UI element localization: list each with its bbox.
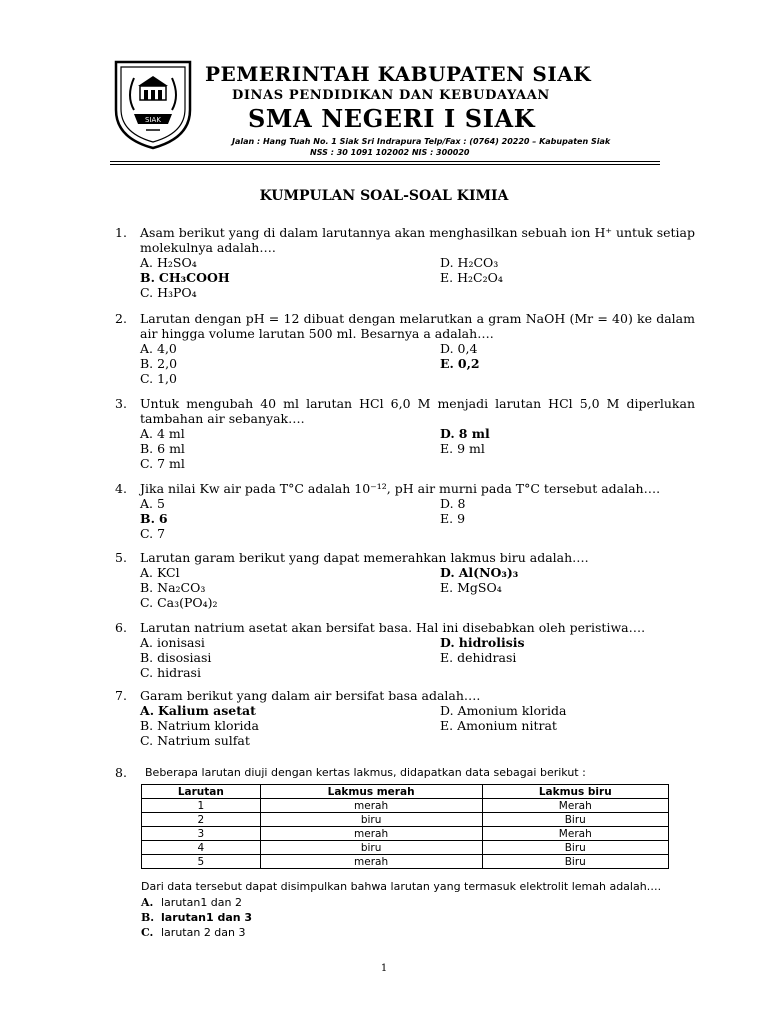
svg-text:SIAK: SIAK: [145, 116, 161, 124]
header-school-name: SMA NEGERI I SIAK: [248, 104, 536, 133]
option-text: KCl: [157, 565, 180, 580]
answer-option: [140, 270, 230, 285]
answer-option: [140, 565, 180, 580]
option-row: [140, 426, 695, 441]
document-title: KUMPULAN SOAL-SOAL KIMIA: [259, 188, 509, 204]
question-number: 4.: [115, 481, 127, 496]
option-text: 1,0: [157, 371, 177, 386]
header-divider: [110, 161, 660, 162]
option-text: CH₃COOH: [158, 270, 230, 285]
question-number: 6.: [115, 620, 127, 635]
answer-option: [140, 456, 185, 471]
option-row: [140, 511, 695, 526]
question-number: 1.: [115, 225, 127, 240]
option-text: 4 ml: [157, 426, 185, 441]
option-letter: A.: [140, 496, 154, 511]
question-text: Garam berikut yang dalam air bersifat basa adalah….: [140, 688, 481, 703]
option-text: 8 ml: [458, 426, 490, 441]
option-row: [140, 665, 695, 680]
option-letter: C.: [140, 285, 154, 300]
option-text: 6: [158, 511, 168, 526]
option-letter: B.: [140, 718, 154, 733]
table-cell: Merah: [482, 799, 668, 813]
table-cell: biru: [260, 813, 482, 827]
answer-option: [440, 255, 498, 270]
option-text: H₂CO₃: [457, 255, 499, 270]
header-government: PEMERINTAH KABUPATEN SIAK: [205, 62, 592, 86]
column-header: Larutan: [142, 785, 261, 799]
answer-option: [440, 270, 503, 285]
question-7: [115, 688, 695, 748]
option-text: 9: [457, 511, 466, 526]
column-header: Lakmus biru: [482, 785, 668, 799]
option-letter: C.: [140, 733, 154, 748]
table-cell: merah: [260, 799, 482, 813]
table-header-row: [142, 785, 669, 799]
option-text: MgSO₄: [457, 580, 502, 595]
option-text: 5: [157, 496, 165, 511]
option-row: [140, 285, 695, 300]
answer-option: [140, 356, 177, 371]
option-letter: A.: [141, 896, 154, 909]
table-row: [142, 841, 669, 855]
answer-option: [140, 511, 168, 526]
option-letter: C.: [140, 595, 154, 610]
option-text: 4,0: [157, 341, 177, 356]
option-text: dehidrasi: [457, 650, 517, 665]
header-divider-thin: [110, 164, 660, 165]
option-letter: E.: [440, 511, 454, 526]
option-row: [140, 595, 695, 610]
question-text: Jika nilai Kw air pada T°C adalah 10⁻¹², pH air murni pada T°C tersebut adalah….: [140, 481, 661, 496]
option-letter: B.: [140, 511, 155, 526]
option-letter: C.: [140, 456, 154, 471]
option-letter: B.: [140, 356, 154, 371]
question-number: 7.: [115, 688, 127, 703]
table-row: [142, 813, 669, 827]
question-6: [115, 620, 695, 680]
question-8: [115, 765, 695, 780]
answer-option: [440, 356, 480, 371]
table-cell: 2: [142, 813, 261, 827]
option-row: [140, 456, 695, 471]
option-letter: B.: [140, 441, 154, 456]
option-row: [140, 356, 695, 371]
question-text: Beberapa larutan diuji dengan kertas lakmus, didapatkan data sebagai berikut :: [145, 766, 586, 779]
school-crest-logo: [112, 58, 194, 150]
answer-option: [140, 580, 205, 595]
option-text: hidrolisis: [458, 635, 525, 650]
option-text: 2,0: [157, 356, 178, 371]
table-row: [142, 855, 669, 869]
table-cell: Biru: [482, 813, 668, 827]
option-text: larutan1 dan 3: [161, 911, 253, 924]
option-row: [140, 255, 695, 270]
option-text: Natrium sulfat: [157, 733, 250, 748]
option-text: 7 ml: [157, 456, 185, 471]
answer-option: [140, 255, 197, 270]
option-letter: D.: [440, 496, 454, 511]
answer-option: [140, 371, 177, 386]
option-letter: E.: [440, 650, 454, 665]
answer-option: [141, 911, 252, 926]
question-number: 3.: [115, 396, 127, 411]
answer-options: [140, 255, 695, 300]
question-2: [115, 311, 695, 386]
answer-option: [440, 703, 566, 718]
option-text: Kalium asetat: [158, 703, 256, 718]
table-row: [142, 799, 669, 813]
header-department: DINAS PENDIDIKAN DAN KEBUDAYAAN: [232, 88, 550, 103]
table-cell: 5: [142, 855, 261, 869]
question-8-prompt: Dari data tersebut dapat disimpulkan bahwa larutan yang termasuk elektrolit lemah adalah….: [141, 880, 662, 893]
option-letter: A.: [140, 426, 154, 441]
option-row: [140, 733, 695, 748]
answer-options: [140, 341, 695, 386]
option-letter: D.: [440, 426, 455, 441]
option-letter: A.: [140, 255, 154, 270]
option-text: Al(NO₃)₃: [458, 565, 519, 580]
option-letter: D.: [440, 255, 454, 270]
option-text: Ca₃(PO₄)₂: [157, 595, 218, 610]
question-number: 5.: [115, 550, 127, 565]
option-text: 0,2: [457, 356, 480, 371]
answer-option: [140, 650, 211, 665]
option-letter: A.: [140, 341, 154, 356]
option-letter: E.: [440, 441, 454, 456]
answer-option: [440, 426, 490, 441]
option-letter: D.: [440, 341, 454, 356]
header-nss: NSS : 30 1091 102002 NIS : 300020: [310, 148, 470, 157]
option-letter: E.: [440, 580, 454, 595]
option-text: ionisasi: [157, 635, 205, 650]
answer-option: [140, 441, 185, 456]
option-row: [140, 441, 695, 456]
option-text: Natrium klorida: [157, 718, 259, 733]
answer-option: [140, 526, 165, 541]
option-row: [140, 703, 695, 718]
answer-options: [140, 565, 695, 610]
answer-options: [140, 426, 695, 471]
option-letter: B.: [140, 650, 154, 665]
answer-option: [140, 703, 256, 718]
answer-option: [140, 285, 197, 300]
option-row: [140, 496, 695, 511]
table-cell: 4: [142, 841, 261, 855]
option-letter: E.: [440, 356, 454, 371]
option-text: larutan 2 dan 3: [161, 926, 246, 939]
option-text: H₃PO₄: [157, 285, 197, 300]
question-text: Larutan garam berikut yang dapat memerahkan lakmus biru adalah….: [140, 550, 589, 565]
answer-option: [140, 595, 218, 610]
option-text: 0,4: [457, 341, 478, 356]
option-text: 6 ml: [157, 441, 185, 456]
answer-option: [140, 426, 185, 441]
table-cell: merah: [260, 827, 482, 841]
answer-option: [141, 926, 252, 941]
option-text: Na₂CO₃: [157, 580, 206, 595]
option-letter: C.: [140, 526, 154, 541]
option-text: disosiasi: [157, 650, 212, 665]
question-4: [115, 481, 695, 541]
answer-option: [141, 896, 252, 911]
table-cell: Biru: [482, 855, 668, 869]
table-cell: merah: [260, 855, 482, 869]
option-text: 7: [157, 526, 166, 541]
question-1: [115, 225, 695, 300]
page-number: 1: [380, 963, 388, 974]
option-text: H₂C₂O₄: [457, 270, 503, 285]
option-row: [140, 565, 695, 580]
column-header: Lakmus merah: [260, 785, 482, 799]
question-text: Larutan natrium asetat akan bersifat basa. Hal ini disebabkan oleh peristiwa….: [140, 620, 646, 635]
question-5: [115, 550, 695, 610]
answer-option: [440, 496, 466, 511]
answer-option: [440, 565, 518, 580]
answer-option: [440, 718, 557, 733]
option-row: [140, 718, 695, 733]
option-row: [140, 526, 695, 541]
answer-option: [140, 635, 205, 650]
header-address: Jalan : Hang Tuah No. 1 Siak Sri Indrapura Telp/Fax : (0764) 20220 – Kabupaten Siak: [232, 137, 611, 146]
table-cell: biru: [260, 841, 482, 855]
option-text: 8: [457, 496, 466, 511]
question-8-options: [141, 896, 252, 941]
litmus-data-table: [141, 784, 669, 869]
answer-option: [440, 511, 465, 526]
option-letter: D.: [440, 703, 454, 718]
option-letter: B.: [140, 580, 154, 595]
question-number: 8.: [115, 765, 127, 780]
option-text: 9 ml: [457, 441, 485, 456]
option-row: [140, 635, 695, 650]
option-letter: C.: [140, 371, 154, 386]
table-cell: Biru: [482, 841, 668, 855]
option-row: [140, 371, 695, 386]
option-letter: E.: [440, 718, 454, 733]
option-letter: D.: [440, 565, 455, 580]
answer-option: [440, 635, 525, 650]
answer-options: [140, 635, 695, 680]
answer-option: [140, 341, 177, 356]
option-letter: A.: [140, 635, 154, 650]
question-text: Asam berikut yang di dalam larutannya akan menghasilkan sebuah ion H⁺ untuk setiap molekulnya adalah….: [140, 225, 695, 255]
answer-option: [440, 441, 485, 456]
answer-option: [140, 733, 250, 748]
answer-option: [440, 650, 516, 665]
option-row: [140, 650, 695, 665]
option-row: [140, 270, 695, 285]
answer-options: [140, 703, 695, 748]
option-letter: E.: [440, 270, 454, 285]
answer-option: [440, 580, 502, 595]
option-text: hidrasi: [157, 665, 201, 680]
option-row: [140, 341, 695, 356]
table-cell: Merah: [482, 827, 668, 841]
option-letter: C.: [141, 926, 154, 939]
answer-option: [140, 496, 165, 511]
option-text: Amonium klorida: [457, 703, 567, 718]
option-letter: B.: [141, 911, 155, 924]
question-text: Larutan dengan pH = 12 dibuat dengan melarutkan a gram NaOH (Mr = 40) ke dalam air hingga volume larutan 500 ml. Besarnya a adalah….: [140, 311, 695, 341]
option-letter: A.: [140, 703, 155, 718]
option-letter: C.: [140, 665, 154, 680]
answer-option: [140, 665, 201, 680]
option-letter: B.: [140, 270, 155, 285]
option-text: H₂SO₄: [157, 255, 197, 270]
option-letter: D.: [440, 635, 455, 650]
question-3: [115, 396, 695, 471]
table-row: [142, 827, 669, 841]
table-cell: 1: [142, 799, 261, 813]
answer-options: [140, 496, 695, 541]
option-text: larutan1 dan 2: [161, 896, 243, 909]
option-text: Amonium nitrat: [457, 718, 557, 733]
option-row: [140, 580, 695, 595]
table-cell: 3: [142, 827, 261, 841]
answer-option: [140, 718, 259, 733]
question-number: 2.: [115, 311, 127, 326]
answer-option: [440, 341, 477, 356]
option-letter: A.: [140, 565, 154, 580]
question-text: Untuk mengubah 40 ml larutan HCl 6,0 M menjadi larutan HCl 5,0 M diperlukan tambahan air sebanyak….: [140, 396, 695, 426]
